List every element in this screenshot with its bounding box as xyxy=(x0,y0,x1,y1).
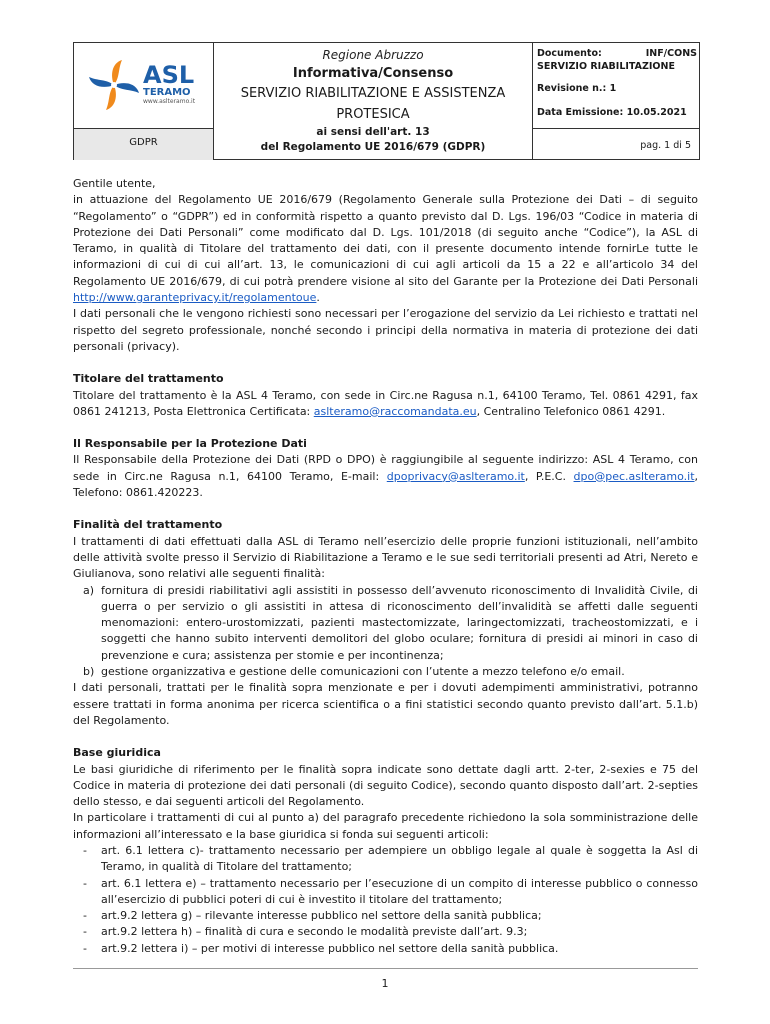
finalita-list xyxy=(73,583,698,681)
logo-brand: ASL xyxy=(143,61,195,89)
base-list xyxy=(73,843,698,957)
service-title-line1: SERVIZIO RIABILITAZIONE E ASSISTENZA xyxy=(240,86,506,101)
finalita-intro: I trattamenti di dati effettuati dalla ASL di Teramo nell’esercizio delle proprie funzioni istituzionali, nell’ambito delle attività svolte presso il Servizio di Riabilitazione a Teramo e le sue sedi territoriali presenti ad Atri, Nereto e Giulianova, sono relativi alle seguenti finalità: xyxy=(73,534,698,581)
doc-title: Informativa/Consenso xyxy=(292,66,454,81)
list-item: b) gestione organizzativa e gestione delle comunicazioni con l’utente a mezzo telefono e/o email. xyxy=(83,665,625,679)
list-item: - art. 6.1 lettera c)- trattamento necessario per adempiere un obbligo legale al quale è soggetta la Asl di Teramo, in qualità di Titolare del trattamento; xyxy=(83,843,698,874)
pinwheel-logo-icon xyxy=(86,57,142,113)
service-title-line2: PROTESICA xyxy=(336,107,410,122)
page-footer xyxy=(0,968,770,990)
doc-info xyxy=(537,47,697,119)
list-item: - art.9.2 lettera g) – rilevante interesse pubblico nel settore della sanità pubblica; xyxy=(83,909,542,923)
regulation-ref-line1: ai sensi dell'art. 13 xyxy=(316,126,430,138)
section-heading-titolare: Titolare del trattamento xyxy=(73,372,224,386)
document-body xyxy=(73,176,698,957)
dpo-email-link[interactable]: dpoprivacy@aslteramo.it xyxy=(386,469,525,483)
logo-url: www.aslteramo.it xyxy=(143,98,196,105)
finalita-outro: I dati personali, trattati per le finalità sopra menzionate e per i dovuti adempimenti amministrativi, potranno essere trattati in forma anonima per ricerca scientifica o a fini statistici secondo quanto previsto dall’art. 5.1.b) del Regolamento. xyxy=(73,681,698,727)
list-item: - art. 6.1 lettera e) – trattamento necessario per l’esecuzione di un compito di interesse pubblico o connesso all’esercizio di pubblici poteri di cui è investito il titolare del trattamento; xyxy=(83,876,698,906)
titolare-paragraph: Titolare del trattamento è la ASL 4 Teramo, con sede in Circ.ne Ragusa n.1, 64100 Teramo, Tel. 0861 4291, fax 0861 241213, Posta Elettronica Certificata: aslteramo@raccomandata.eu, Centralino Telefonico 0861 4291. xyxy=(73,388,698,418)
logo-city: TERAMO xyxy=(143,87,191,98)
footer-divider xyxy=(73,968,698,969)
list-item: - art.9.2 lettera h) – finalità di cura e secondo le modalità previste dall’art. 9.3; xyxy=(83,925,528,939)
greeting: Gentile utente, xyxy=(73,177,156,190)
dpo-paragraph: Il Responsabile della Protezione dei Dati (RPD o DPO) è raggiungibile al seguente indirizzo: ASL 4 Teramo, con sede in Circ.ne Ragusa n.1, 64100 Teramo, E-mail: dpoprivacy@aslteramo.it, P.E.C. dpo@pec.aslteramo.it, Telefono: 0861.420223. xyxy=(73,453,699,500)
footer-page-number: 1 xyxy=(381,977,389,990)
section-heading-finalita: Finalità del trattamento xyxy=(73,518,223,532)
gdpr-label: GDPR xyxy=(129,137,158,148)
garante-link[interactable]: http://www.garanteprivacy.it/regolamentoue xyxy=(73,291,317,305)
doc-code: INF/CONS xyxy=(645,48,697,59)
regulation-ref-line2: del Regolamento UE 2016/679 (GDPR) xyxy=(260,141,486,153)
revision: Revisione n.: 1 xyxy=(537,83,617,94)
issue-date: Data Emissione: 10.05.2021 xyxy=(537,107,687,118)
section-heading-base: Base giuridica xyxy=(73,746,161,760)
list-item: a) fornitura di presidi riabilitativi agli assistiti in possesso dell’avvenuto riconoscimento di Invalidità Civile, di guerra o per servizio o gli assistiti in attesa di riconoscimento dell’invalidità se affetti dalle seguenti menomazioni: entero-urostomizzati, pazienti mastectomizzate, laringectomizzati, tracheostomizzati, e i soggetti che hanno subito interventi demolitori del globo oculare; fornitura di presidi ai minori in caso di prevenzione e cura; assistenza per stomie e per incontinenza; xyxy=(83,583,698,662)
gdpr-cell xyxy=(74,129,213,160)
dpo-pec-link[interactable]: dpo@pec.aslteramo.it xyxy=(573,469,695,483)
doc-label: Documento: xyxy=(537,48,602,59)
header-title-block xyxy=(214,47,532,155)
page-indicator: pag. 1 di 5 xyxy=(640,140,691,151)
region-name: Regione Abruzzo xyxy=(322,48,424,62)
pec-email-link[interactable]: aslteramo@raccomandata.eu xyxy=(313,404,477,418)
data-necessity-paragraph: I dati personali che le vengono richiesti sono necessari per l’erogazione del servizio da Lei richiesto e trattati nel rispetto del segreto professionale, nonché secondo i principi della normativa in materia di protezione dei dati personali (privacy). xyxy=(73,307,698,353)
doc-service: SERVIZIO RIABILITAZIONE xyxy=(537,61,675,72)
section-heading-dpo: Il Responsabile per la Protezione Dati xyxy=(73,437,307,451)
asl-logo xyxy=(86,57,206,117)
base-paragraph-1: Le basi giuridiche di riferimento per le finalità sopra indicate sono dettate dagli artt. 2-ter, 2-sexies e 75 del Codice in materia di protezione dei dati personali (di seguito Codice), secondo quanto disposto dall’art. 2-septies dello stesso, e dai seguenti articoli del Regolamento. xyxy=(73,762,698,809)
document-header xyxy=(73,42,700,160)
base-paragraph-2: In particolare i trattamenti di cui al punto a) del paragrafo precedente richiedono la sola somministrazione delle informazioni all’interessato e la base giuridica si fonda sui seguenti articoli: xyxy=(73,811,698,841)
intro-paragraph: in attuazione del Regolamento UE 2016/679 (Regolamento Generale sulla Protezione dei Dati – di seguito “Regolamento” o “GDPR”) ed in conformità rispetto a quanto previsto dal D. Lgs. 196/03 “Codice in materia di Protezione dei Dati Personali” come modificato dal D. Lgs. 101/2018 (di seguito anche “Codice”), la ASL di Teramo, in qualità di Titolare del trattamento dei dati, con il presente documento intende fornirLe tutte le informazioni di cui di cui all’art. 13, le comunicazioni di cui agli articoli da 15 a 22 e all’articolo 34 del Regolamento UE 2016/679, di cui potrà prendere visione al sito del Garante per la Protezione dei Dati Personali http://www.garanteprivacy.it/regolamentoue. xyxy=(73,193,698,305)
list-item: - art.9.2 lettera i) – per motivi di interesse pubblico nel settore della sanità pubblica. xyxy=(83,941,559,955)
